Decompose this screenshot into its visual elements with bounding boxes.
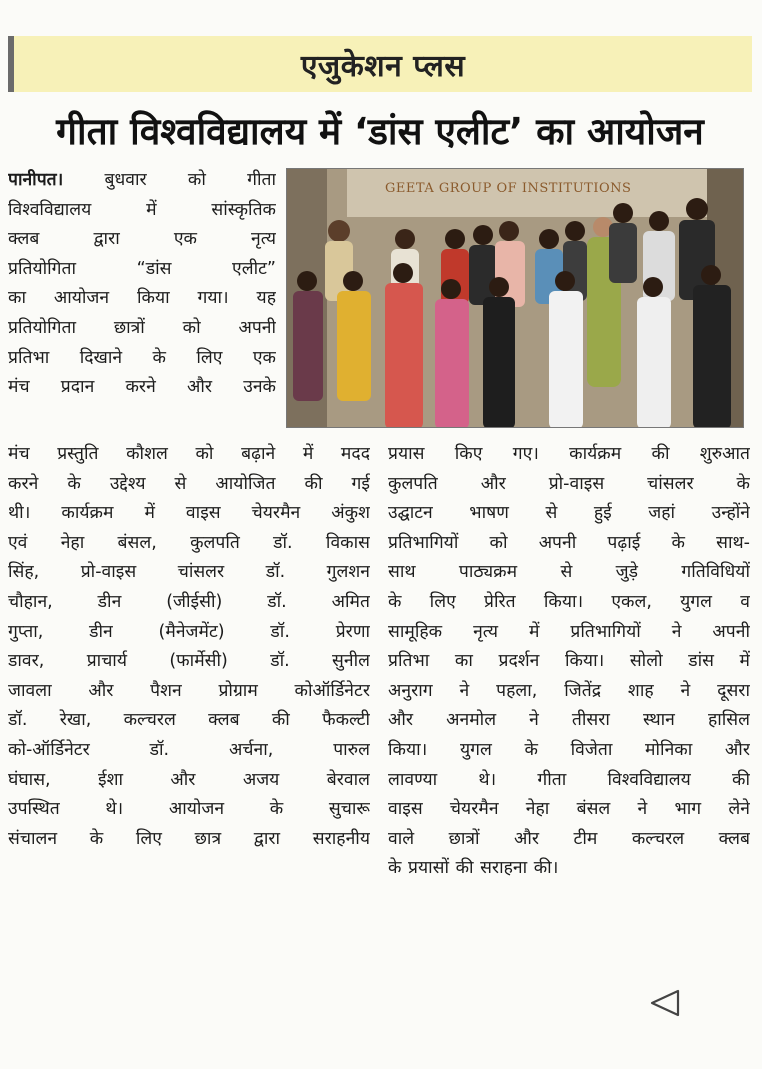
article-line: डॉ. रेखा, कल्चरल क्लब की फैकल्टी — [8, 710, 370, 731]
article-line: लावण्या थे। गीता विश्वविद्यालय की — [388, 769, 750, 790]
article-line: उद्घाटन भाषण से हुई जहां उन्होंने — [388, 503, 750, 524]
group-photo — [286, 168, 744, 428]
back-triangle-icon[interactable] — [648, 988, 682, 1018]
article-line: उपस्थित थे। आयोजन के सुचारू — [8, 799, 370, 820]
article-line: थी। कार्यक्रम में वाइस चेयरमैन अंकुश — [8, 503, 370, 524]
article-line: का आयोजन किया गया। यह — [8, 288, 276, 309]
article-line: मंच प्रस्तुति कौशल को बढ़ाने में मदद — [8, 444, 370, 464]
article-line: सामूहिक नृत्य में प्रतिभागियों ने अपनी — [388, 621, 750, 642]
article-line: प्रतिभा दिखाने के लिए एक — [8, 347, 276, 368]
article-line: प्रतिभागियों को अपनी पढ़ाई के साथ- — [388, 532, 750, 553]
article-line: अनुराग ने पहला, जितेंद्र शाह ने दूसरा — [388, 680, 750, 701]
article-line: प्रतियोगिता छात्रों को अपनी — [8, 317, 276, 338]
article-line: विश्वविद्यालय में सांस्कृतिक — [8, 199, 276, 220]
photo-banner-text: GEETA GROUP OF INSTITUTIONS — [385, 181, 632, 196]
article-line: प्रतियोगिता “डांस एलीट” — [8, 258, 276, 279]
article-line: पानीपत। बुधवार को गीता — [8, 170, 276, 190]
article-line: को-ऑर्डिनेटर डॉ. अर्चना, पारुल — [8, 739, 370, 760]
article-line: कुलपति और प्रो-वाइस चांसलर के — [388, 473, 750, 494]
article-line: और अनमोल ने तीसरा स्थान हासिल — [388, 710, 750, 731]
article-line: सिंह, प्रो-वाइस चांसलर डॉ. गुलशन — [8, 562, 370, 583]
article-line: वाइस चेयरमैन नेहा बंसल ने भाग लेने — [388, 799, 750, 820]
article-column-left-top — [8, 166, 276, 403]
article-line: संचालन के लिए छात्र द्वारा सराहनीय — [8, 828, 370, 849]
article-line: घंघास, ईशा और अजय बेरवाल — [8, 769, 370, 790]
article-line: वाले छात्रों और टीम कल्चरल क्लब — [388, 828, 750, 849]
article-line: साथ पाठ्यक्रम से जुड़े गतिविधियों — [388, 562, 750, 583]
section-label-bar — [8, 36, 752, 92]
article-line: प्रतिभा का प्रदर्शन किया। सोलो डांस में — [388, 651, 750, 672]
article-line: प्रयास किए गए। कार्यक्रम की शुरुआत — [388, 444, 750, 464]
dateline: पानीपत। — [8, 170, 64, 190]
article-line: मंच प्रदान करने और उनके — [8, 377, 276, 398]
article-line: चौहान, डीन (जीईसी) डॉ. अमित — [8, 591, 370, 612]
section-label: एजुकेशन प्लस — [300, 48, 466, 84]
article-column-right — [388, 440, 750, 884]
article-line: डावर, प्राचार्य (फार्मेसी) डॉ. सुनील — [8, 651, 370, 672]
article-line: क्लब द्वारा एक नृत्य — [8, 229, 276, 250]
article-line: किया। युगल के विजेता मोनिका और — [388, 739, 750, 760]
group-photo-icon — [287, 169, 744, 428]
article-line: जावला और पैशन प्रोग्राम कोऑर्डिनेटर — [8, 680, 370, 701]
article-headline: गीता विश्वविद्यालय में ‘डांस एलीट’ का आयोजन — [56, 109, 704, 153]
article-line: के लिए प्रेरित किया। एकल, युगल व — [388, 591, 750, 612]
article-line: गुप्ता, डीन (मैनेजमेंट) डॉ. प्रेरणा — [8, 621, 370, 642]
article-column-left-bottom — [8, 440, 370, 854]
article-line: के प्रयासों की सराहना की। — [388, 858, 559, 879]
article-line: एवं नेहा बंसल, कुलपति डॉ. विकास — [8, 532, 370, 553]
article-line: करने के उद्देश्य से आयोजित की गई — [8, 473, 370, 494]
